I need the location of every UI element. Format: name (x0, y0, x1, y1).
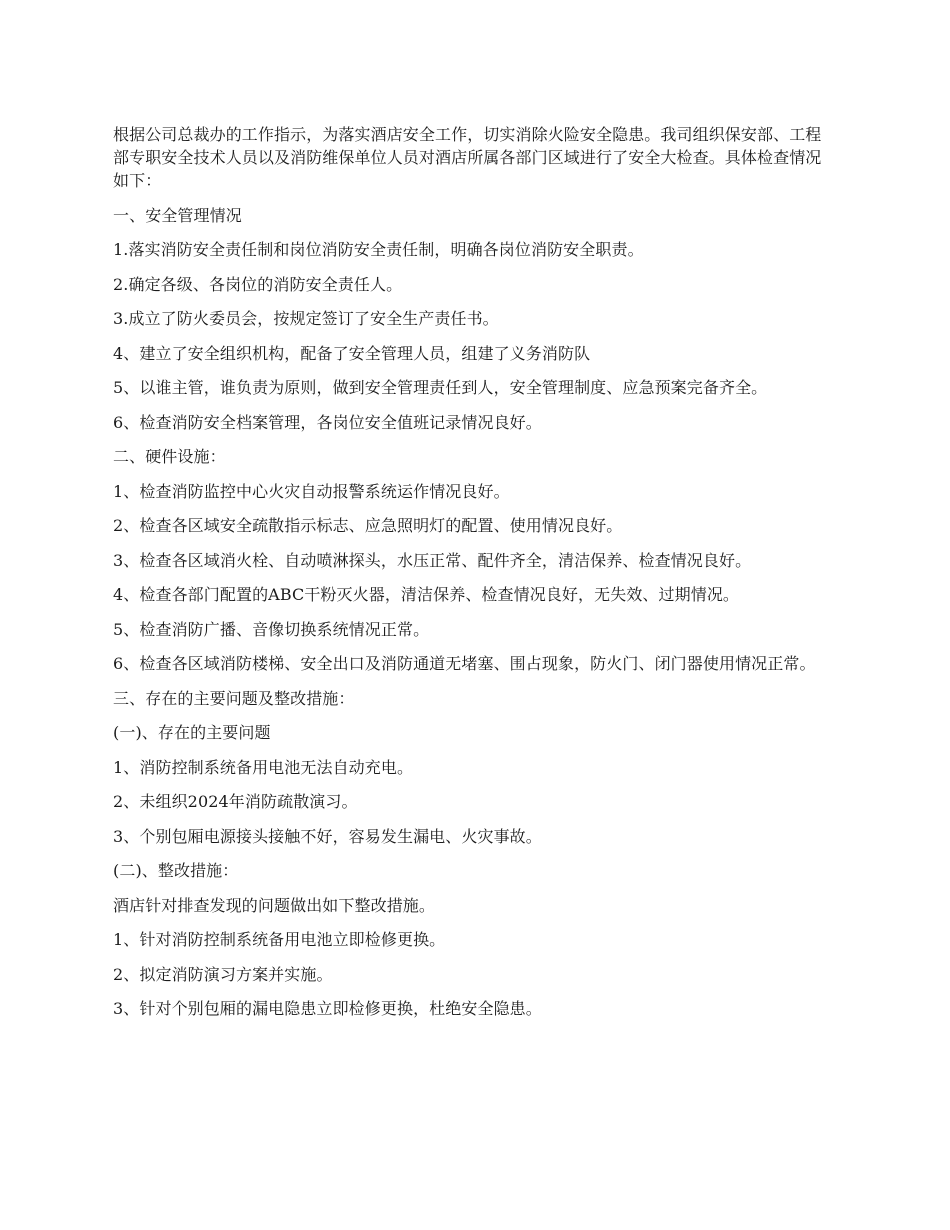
list-item: 2、拟定消防演习方案并实施。 (113, 964, 333, 984)
section-heading-management: 一、安全管理情况 (113, 205, 242, 225)
list-item: 1、检查消防监控中心火灾自动报警系统运作情况良好。 (113, 481, 510, 501)
list-item: 6、检查消防安全档案管理，各岗位安全值班记录情况良好。 (113, 412, 542, 432)
list-item: 2、未组织2024年消防疏散演习。 (113, 792, 358, 811)
list-item: 4、检查各部门配置的ABC干粉灭火器，清洁保养、检查情况良好，无失效、过期情况。 (113, 585, 740, 604)
list-item: 3、针对个别包厢的漏电隐患立即检修更换，杜绝安全隐患。 (113, 999, 542, 1018)
section-heading-problems: 三、存在的主要问题及整改措施： (113, 688, 355, 708)
subsection-heading-measures: (二)、整改措施： (113, 861, 239, 880)
list-item: 1、消防控制系统备用电池无法自动充电。 (113, 757, 414, 777)
list-item: 6、检查各区域消防楼梯、安全出口及消防通道无堵塞、围占现象，防火门、闭门器使用情况正常。 (113, 654, 816, 673)
list-item: 2、检查各区域安全疏散指示标志、应急照明灯的配置、使用情况良好。 (113, 516, 623, 535)
list-item: 5、以谁主管，谁负责为原则，做到安全管理责任到人，安全管理制度、应急预案完备齐全。 (113, 378, 768, 397)
subsection-heading-problems: (一)、存在的主要问题 (113, 723, 271, 742)
intro-paragraph: 根据公司总裁办的工作指示，为落实酒店安全工作，切实消除火险安全隐患。我司组织保安部、工程部专职安全技术人员以及消防维保单位人员对酒店所属各部门区域进行了安全大检查。具体检查情况如下： (113, 125, 822, 190)
section-heading-hardware: 二、硬件设施： (113, 447, 226, 466)
list-item: 1、针对消防控制系统备用电池立即检修更换。 (113, 930, 446, 949)
list-item: 3、检查各区域消火栓、自动喷淋探头，水压正常、配件齐全，清洁保养、检查情况良好。 (113, 550, 752, 570)
list-item: 5、检查消防广播、音像切换系统情况正常。 (113, 619, 430, 639)
list-item: 2.确定各级、各岗位的消防安全责任人。 (113, 274, 403, 294)
measures-intro: 酒店针对排查发现的问题做出如下整改措施。 (113, 895, 436, 915)
list-item: 4、建立了安全组织机构，配备了安全管理人员，组建了义务消防队 (113, 343, 591, 363)
list-item: 1.落实消防安全责任制和岗位消防安全责任制，明确各岗位消防安全职责。 (113, 240, 644, 259)
list-item: 3.成立了防火委员会，按规定签订了安全生产责任书。 (113, 309, 499, 328)
document-body (113, 123, 835, 1032)
list-item: 3、个别包厢电源接头接触不好，容易发生漏电、火灾事故。 (113, 826, 542, 846)
